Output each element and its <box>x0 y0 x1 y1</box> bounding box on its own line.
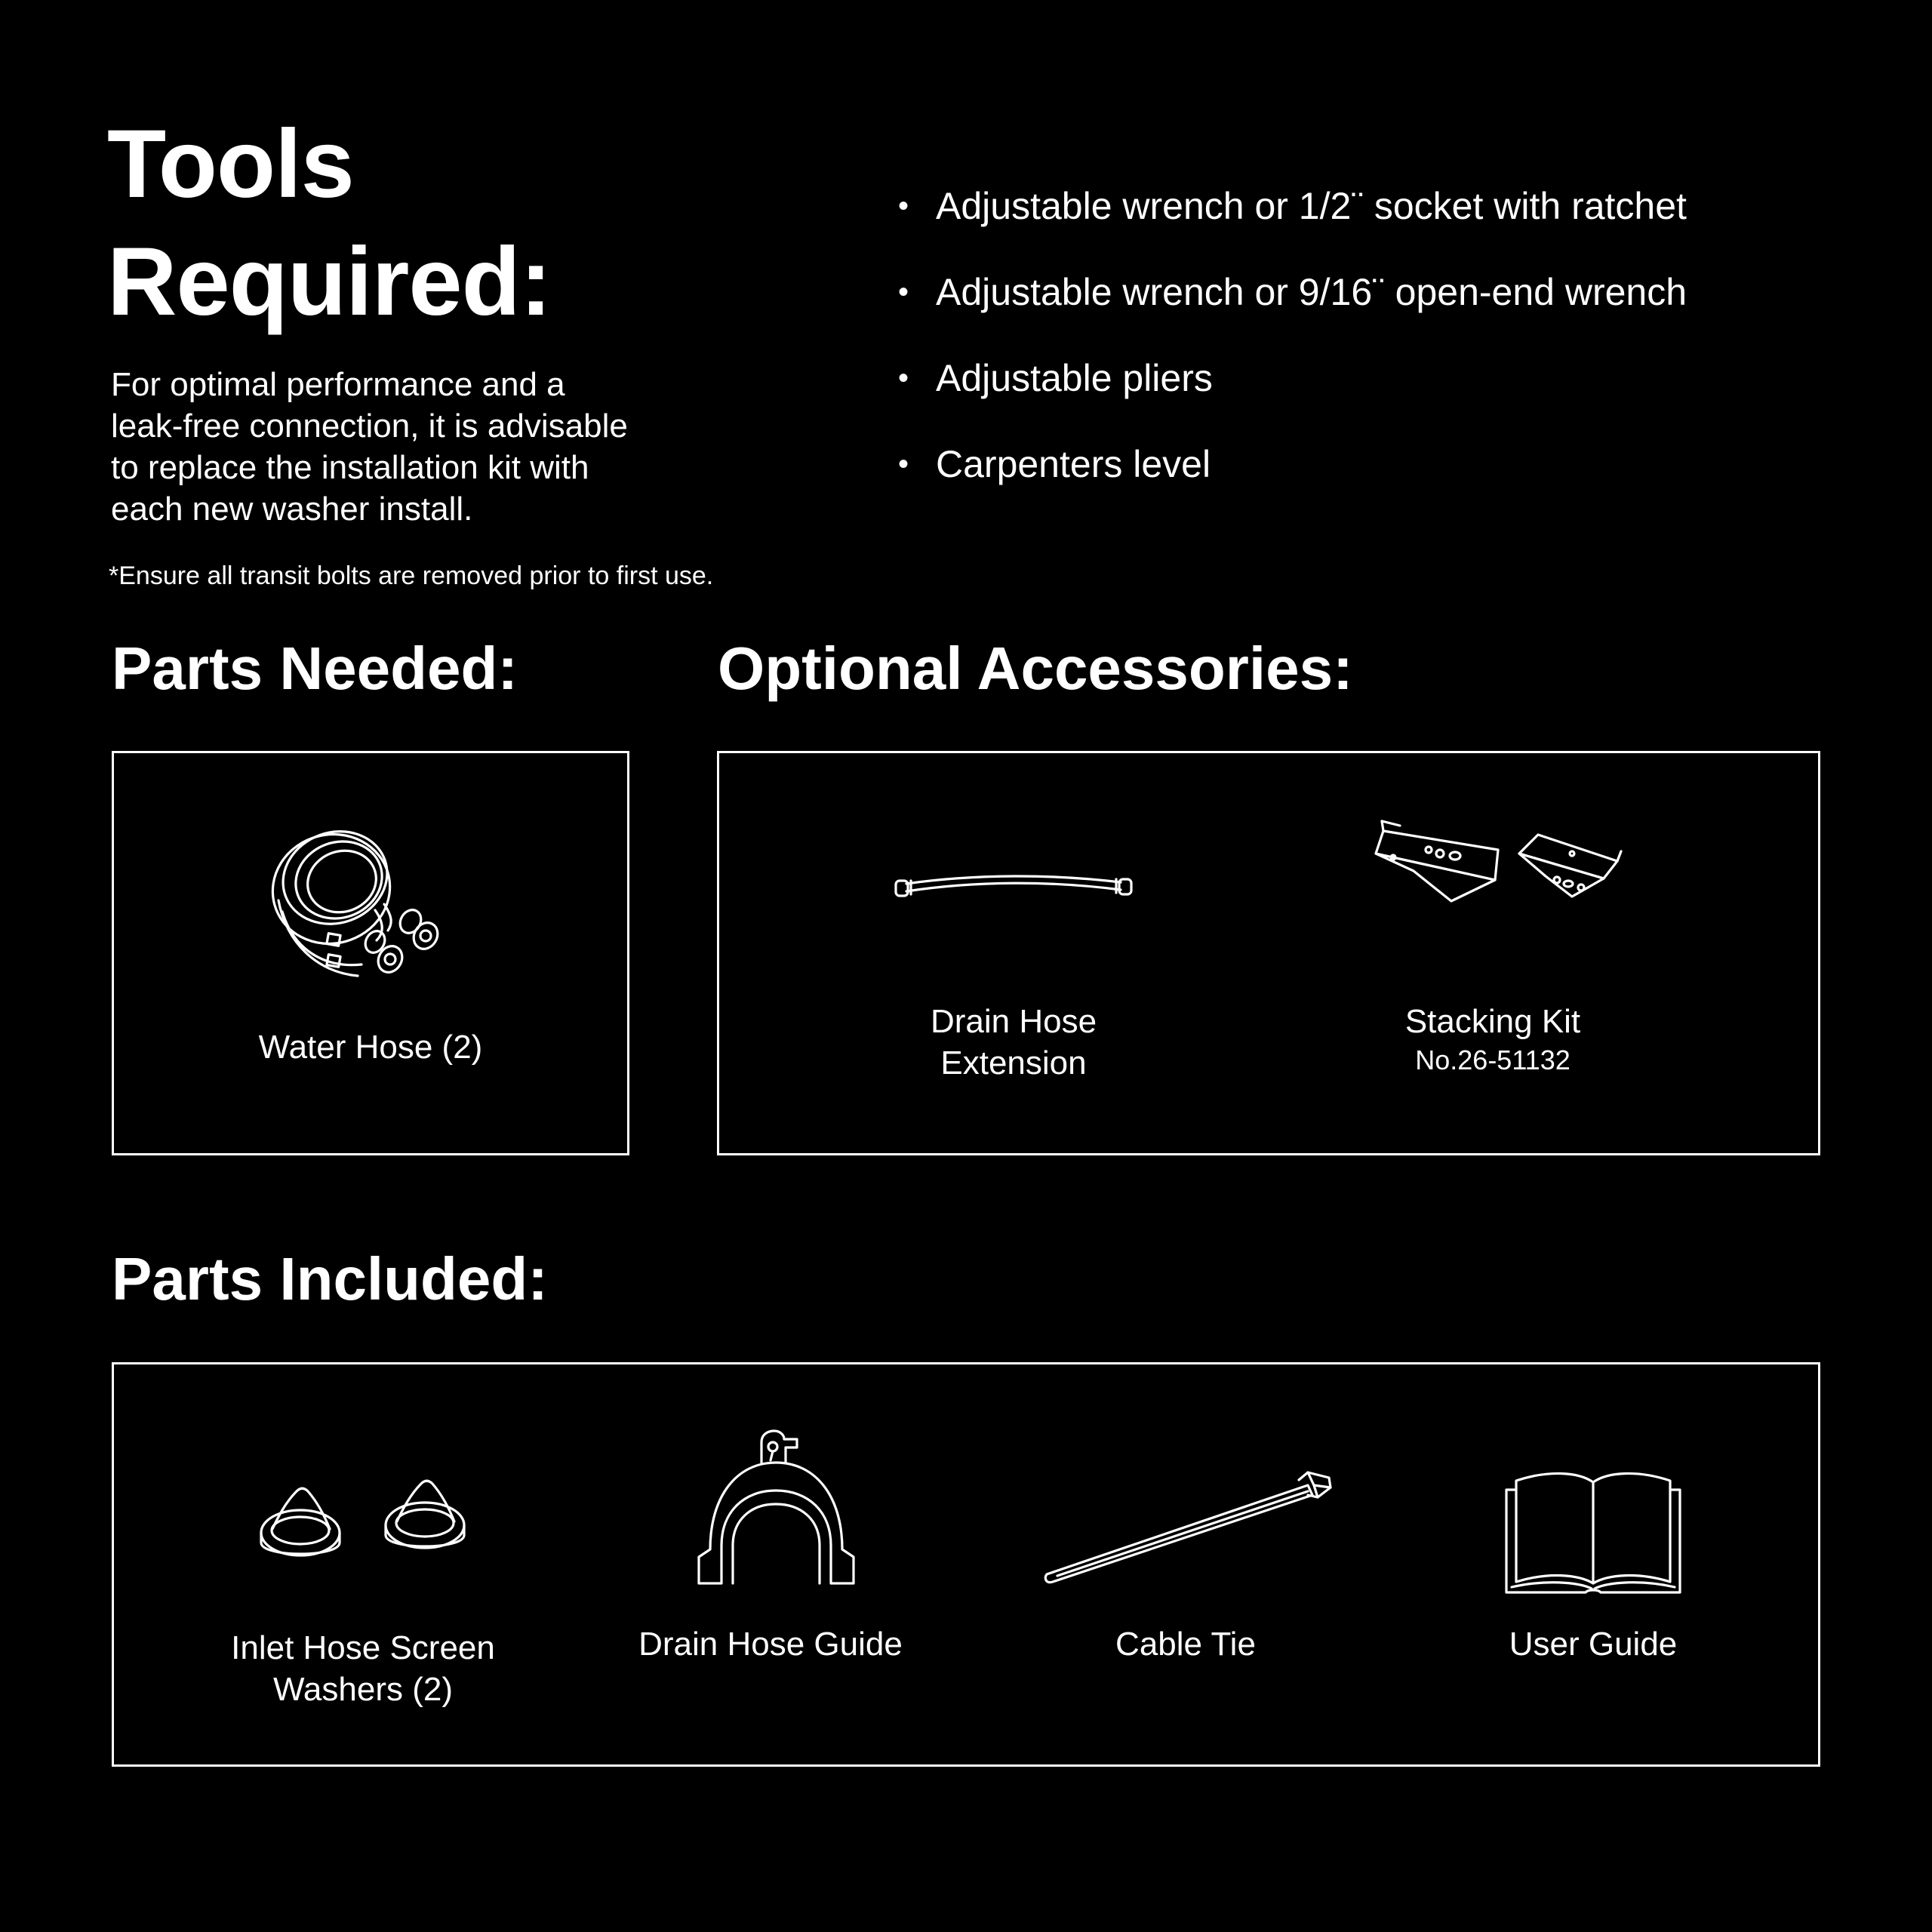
tools-required-title <box>107 106 551 341</box>
cable-tie-icon <box>1042 1469 1337 1586</box>
tool-item-label: Adjustable pliers <box>936 357 1213 399</box>
intro-line: each new washer install. <box>111 491 473 528</box>
drain-hose-extension-label-line: Drain Hose <box>930 1003 1097 1040</box>
stacking-kit-label <box>1361 1001 1625 1078</box>
bullet-icon: • <box>898 448 909 481</box>
water-hose-label: Water Hose (2) <box>258 1029 483 1066</box>
optional-accessories-box <box>717 751 1820 1155</box>
optional-accessories-heading: Optional Accessories: <box>718 635 1353 702</box>
tool-item <box>898 439 1687 525</box>
transit-bolts-footnote: *Ensure all transit bolts are removed prior to first use. <box>109 561 714 590</box>
stacking-kit-label-text: Stacking Kit <box>1404 1003 1581 1040</box>
parts-needed-box <box>112 751 629 1155</box>
drain-hose-extension-icon <box>893 870 1134 904</box>
parts-needed-heading: Parts Needed: <box>112 635 518 702</box>
user-guide-label: User Guide <box>1509 1626 1678 1663</box>
bullet-icon: • <box>898 361 909 395</box>
intro-line: to replace the installation kit with <box>111 449 589 486</box>
stacking-kit-part-number: No.26-51132 <box>1415 1044 1571 1075</box>
tool-item-label: Adjustable wrench or 9/16¨ open-end wrench <box>936 271 1687 313</box>
drain-hose-extension-label <box>881 1001 1146 1084</box>
user-guide-icon <box>1503 1470 1684 1598</box>
bullet-icon: • <box>898 189 909 223</box>
intro-line: For optimal performance and a <box>111 366 565 403</box>
drain-hose-guide-label: Drain Hose Guide <box>638 1626 903 1663</box>
tool-item <box>898 267 1687 353</box>
tool-item <box>898 181 1687 267</box>
tools-title-line-1: Tools <box>107 110 354 218</box>
drain-hose-guide-icon <box>695 1429 857 1587</box>
drain-hose-extension-label-line: Extension <box>940 1044 1087 1081</box>
inlet-hose-screen-washers-icon <box>259 1476 474 1574</box>
tool-item-label: Adjustable wrench or 1/2¨ socket with ratchet <box>936 185 1687 227</box>
inlet-hose-screen-washers-label-line: Washers (2) <box>273 1671 453 1708</box>
inlet-hose-screen-washers-label <box>220 1627 506 1710</box>
parts-included-heading: Parts Included: <box>112 1245 548 1312</box>
tool-item-label: Carpenters level <box>936 443 1211 485</box>
cable-tie-label: Cable Tie <box>1115 1626 1256 1663</box>
tools-list <box>898 181 1687 525</box>
bullet-icon: • <box>898 275 909 309</box>
tool-item <box>898 353 1687 439</box>
inlet-hose-screen-washers-label-line: Inlet Hose Screen <box>231 1629 495 1666</box>
stacking-kit-icon <box>1368 820 1632 918</box>
intro-paragraph <box>111 364 737 530</box>
parts-included-box <box>112 1362 1820 1767</box>
tools-title-line-2: Required: <box>107 228 552 336</box>
intro-line: leak-free connection, it is advisable <box>111 408 628 445</box>
water-hose-icon <box>263 821 445 983</box>
